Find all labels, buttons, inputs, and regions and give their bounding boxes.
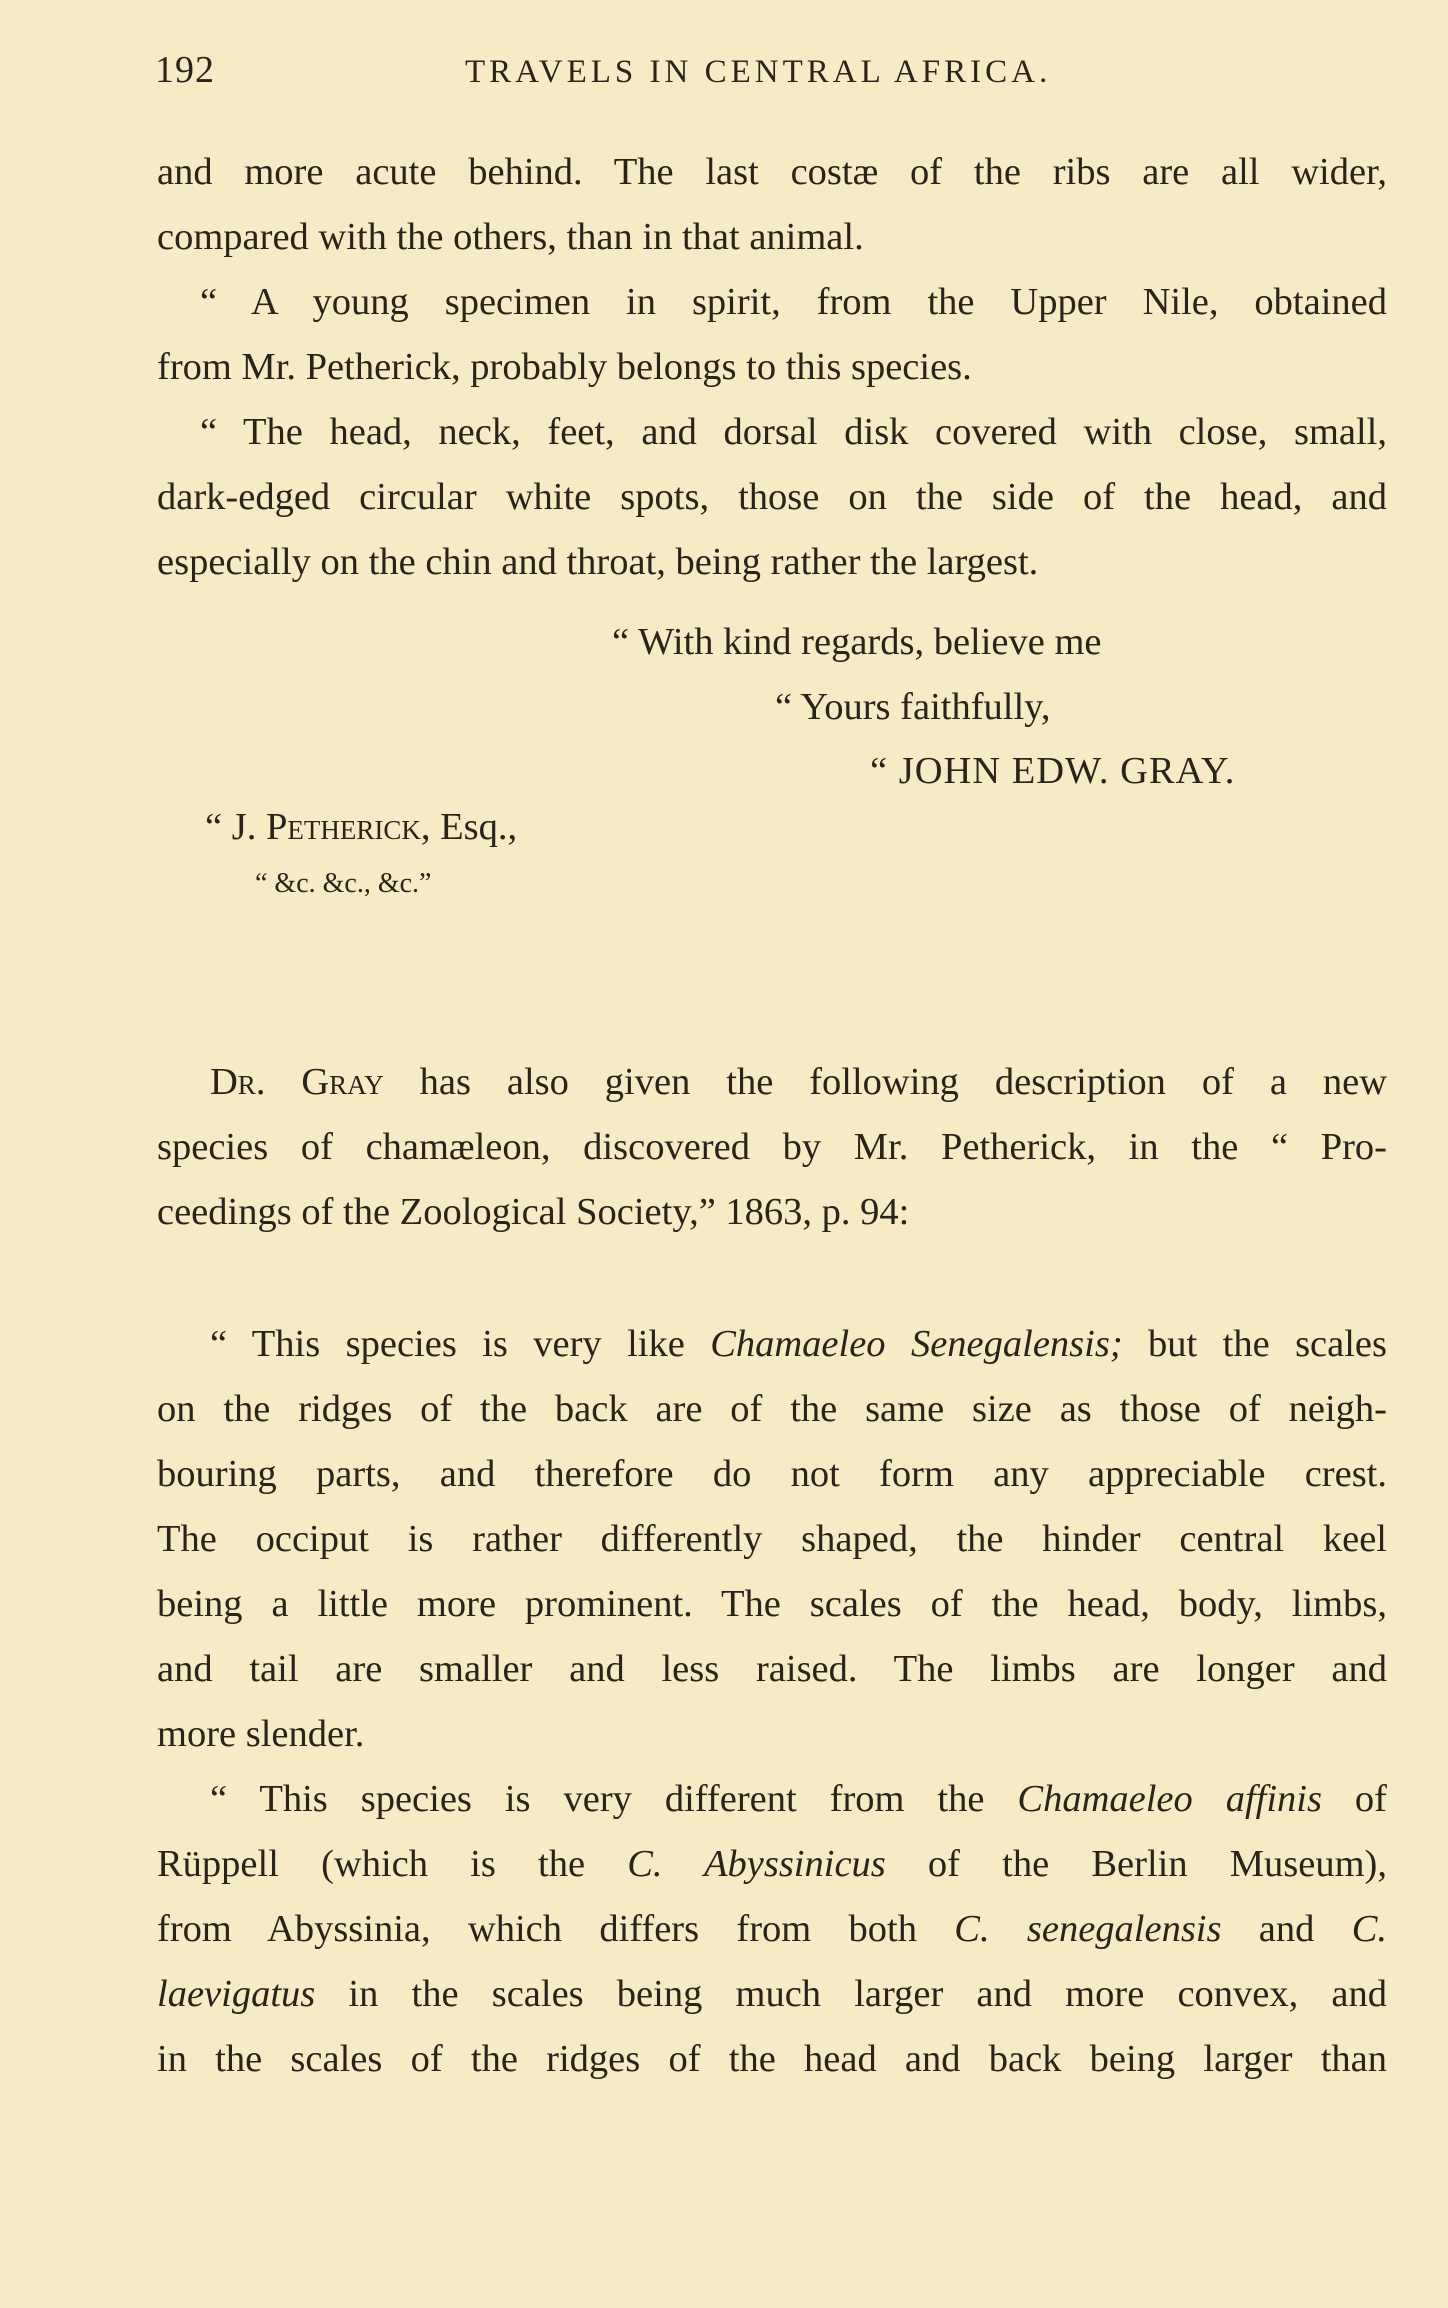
text-line: bouring parts, and therefore do not form any appreciable crest. xyxy=(157,1453,1387,1495)
text-line: species of chamæleon, discovered by Mr. Petherick, in the “ Pro- xyxy=(157,1126,1387,1168)
text-line: being a little more prominent. The scales of the head, body, limbs, xyxy=(157,1583,1387,1625)
text-line: “ This species is very like Chamaeleo Senegalensis; but the scales xyxy=(210,1323,1387,1365)
closing-signature: “ JOHN EDW. GRAY. xyxy=(870,750,1236,792)
text-line: in the scales of the ridges of the head and back being larger than xyxy=(157,2038,1387,2080)
text-line: The occiput is rather differently shaped, the hinder central keel xyxy=(157,1518,1387,1560)
addressee-suffix: , Esq., xyxy=(420,806,518,848)
text-line: ceedings of the Zoological Society,” 1863, p. 94: xyxy=(157,1191,910,1233)
text-line: Dr. Gray has also given the following description of a new xyxy=(210,1061,1387,1103)
page-number: 192 xyxy=(155,49,215,91)
species-name: C. senegalensis xyxy=(954,1908,1222,1950)
closing-regards: “ With kind regards, believe me xyxy=(612,621,1102,663)
species-name: laevigatus xyxy=(157,1973,316,2015)
author-gray: Gray xyxy=(301,1061,384,1103)
addressee-name xyxy=(205,808,517,847)
species-name: Chamaeleo Senegalensis; xyxy=(710,1323,1123,1365)
species-name: C. Abyssinicus xyxy=(627,1843,886,1885)
text-line: “ This species is very different from the Chamaeleo affinis of xyxy=(210,1778,1388,1820)
running-head: TRAVELS IN CENTRAL AFRICA. xyxy=(465,54,1052,90)
text-line: laevigatus in the scales being much larger and more convex, and xyxy=(157,1973,1387,2015)
dr-abbrev: Dr xyxy=(210,1061,256,1103)
text-line: “ A young specimen in spirit, from the Upper Nile, obtained xyxy=(200,281,1387,323)
closing-yours: “ Yours faithfully, xyxy=(775,686,1051,728)
text-line: more slender. xyxy=(157,1713,365,1755)
species-name: C. xyxy=(1351,1908,1387,1950)
text-line: dark-edged circular white spots, those on the side of the head, and xyxy=(157,476,1387,518)
species-name: Chamaeleo affinis xyxy=(1017,1778,1322,1820)
text-line: especially on the chin and throat, being rather the largest. xyxy=(157,541,1039,583)
addressee-surname: Petherick xyxy=(265,806,421,848)
text-line: from Abyssinia, which differs from both C. senegalensis and C. xyxy=(157,1908,1387,1950)
text-line: “ The head, neck, feet, and dorsal disk covered with close, small, xyxy=(200,411,1387,453)
text-line: from Mr. Petherick, probably belongs to this species. xyxy=(157,346,972,388)
text-line: Rüppell (which is the C. Abyssinicus of the Berlin Museum), xyxy=(157,1843,1387,1885)
text-line: and more acute behind. The last costæ of the ribs are all wider, xyxy=(157,151,1387,193)
text-line: and tail are smaller and less raised. The limbs are longer and xyxy=(157,1648,1387,1690)
text-line: compared with the others, than in that animal. xyxy=(157,216,864,258)
page-header xyxy=(155,48,1385,98)
addressee-etc: “ &c. &c., &c.” xyxy=(255,868,432,899)
text-line: on the ridges of the back are of the same size as those of neigh- xyxy=(157,1388,1387,1430)
addressee-prefix: “ J. xyxy=(205,806,266,848)
